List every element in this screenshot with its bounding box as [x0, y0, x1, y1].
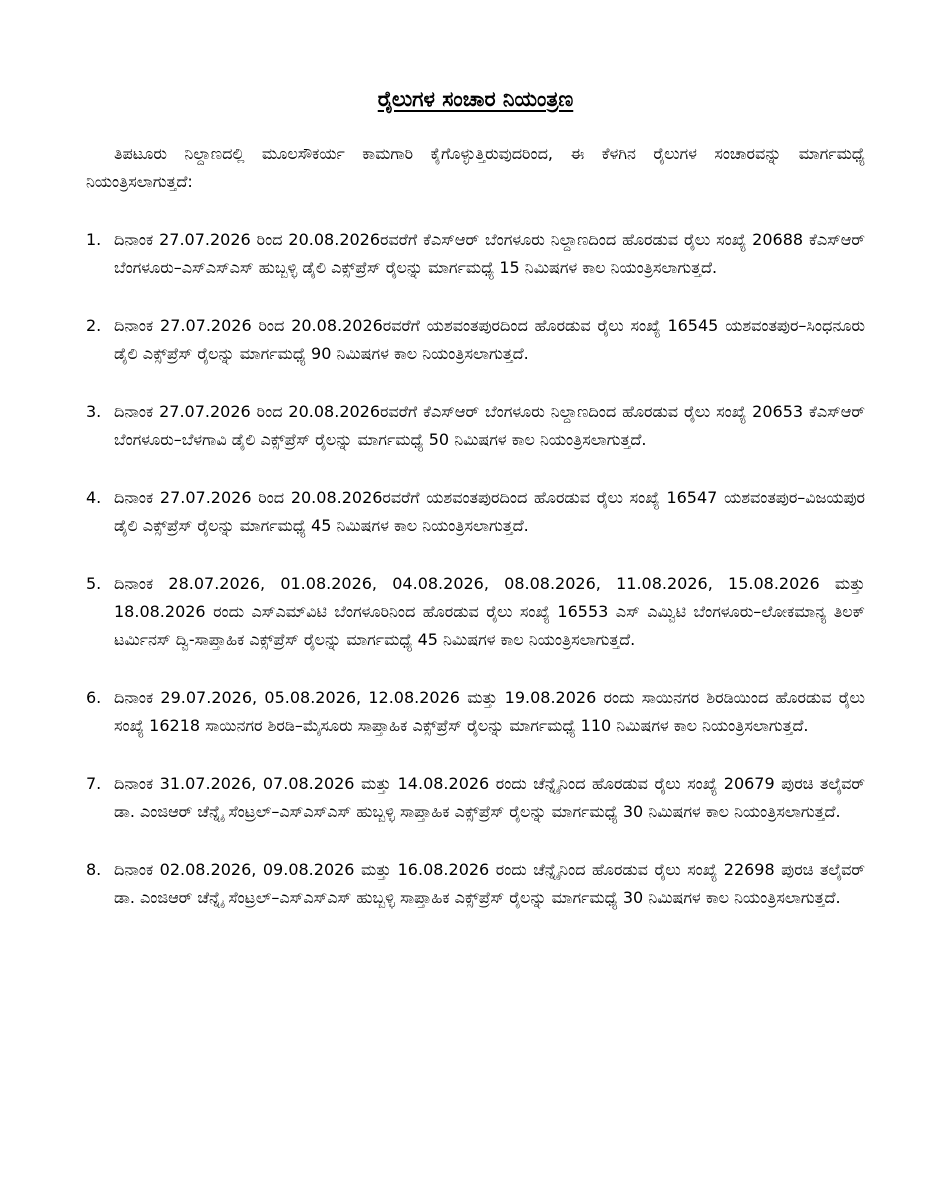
list-item-text: ದಿನಾಂಕ 27.07.2026 ರಿಂದ 20.08.2026ರವರೆಗೆ ಕೆಎಸ್ಆರ್ ಬೆಂಗಳೂರು ನಿಲ್ದಾಣದಿಂದ ಹೊರಡುವ ರೈಲು ಸಂಖ್ಯೆ 20688 ಕೆಎಸ್ಆರ್ ಬೆಂಗಳೂರು–ಎಸ್ಎಸ್ಎಸ್ ಹುಬ್ಬಳ್ಳಿ ಡೈಲಿ ಎಕ್ಸ್‌ಪ್ರೆಸ್ ರೈಲನ್ನು ಮಾರ್ಗಮಧ್ಯೆ 15 ನಿಮಿಷಗಳ ಕಾಲ ನಿಯಂತ್ರಿಸಲಾಗುತ್ತದೆ. [114, 230, 865, 277]
list-item-number: 7. [86, 774, 102, 793]
list-item-text: ದಿನಾಂಕ 27.07.2026 ರಿಂದ 20.08.2026ರವರೆಗೆ ಕೆಎಸ್ಆರ್ ಬೆಂಗಳೂರು ನಿಲ್ದಾಣದಿಂದ ಹೊರಡುವ ರೈಲು ಸಂಖ್ಯೆ 20653 ಕೆಎಸ್ಆರ್ ಬೆಂಗಳೂರು–ಬೆಳಗಾವಿ ಡೈಲಿ ಎಕ್ಸ್‌ಪ್ರೆಸ್ ರೈಲನ್ನು ಮಾರ್ಗಮಧ್ಯೆ 50 ನಿಮಿಷಗಳ ಕಾಲ ನಿಯಂತ್ರಿಸಲಾಗುತ್ತದೆ. [114, 402, 865, 449]
list-item [86, 770, 865, 826]
list-item [86, 484, 865, 540]
list-item [86, 684, 865, 740]
notice-list [86, 226, 865, 912]
list-item-number: 8. [86, 860, 102, 879]
list-item-text: ದಿನಾಂಕ 31.07.2026, 07.08.2026 ಮತ್ತು 14.08.2026 ರಂದು ಚೆನ್ನೈನಿಂದ ಹೊರಡುವ ರೈಲು ಸಂಖ್ಯೆ 20679 ಪುರಚಿ ತಲೈವರ್ ಡಾ. ಎಂಜಿಆರ್ ಚೆನ್ನೈ ಸೆಂಟ್ರಲ್–ಎಸ್ಎಸ್ಎಸ್ ಹುಬ್ಬಳ್ಳಿ ಸಾಪ್ತಾಹಿಕ ಎಕ್ಸ್‌ಪ್ರೆಸ್ ರೈಲನ್ನು ಮಾರ್ಗಮಧ್ಯೆ 30 ನಿಮಿಷಗಳ ಕಾಲ ನಿಯಂತ್ರಿಸಲಾಗುತ್ತದೆ. [114, 774, 865, 821]
list-item-text: ದಿನಾಂಕ 29.07.2026, 05.08.2026, 12.08.2026 ಮತ್ತು 19.08.2026 ರಂದು ಸಾಯಿನಗರ ಶಿರಡಿಯಿಂದ ಹೊರಡುವ ರೈಲು ಸಂಖ್ಯೆ 16218 ಸಾಯಿನಗರ ಶಿರಡಿ–ಮೈಸೂರು ಸಾಪ್ತಾಹಿಕ ಎಕ್ಸ್‌ಪ್ರೆಸ್ ರೈಲನ್ನು ಮಾರ್ಗಮಧ್ಯೆ 110 ನಿಮಿಷಗಳ ಕಾಲ ನಿಯಂತ್ರಿಸಲಾಗುತ್ತದೆ. [114, 688, 865, 735]
document-title: ರೈಲುಗಳ ಸಂಚಾರ ನಿಯಂತ್ರಣ [377, 87, 574, 111]
list-item [86, 312, 865, 368]
list-item-number: 4. [86, 488, 102, 507]
list-item-text: ದಿನಾಂಕ 28.07.2026, 01.08.2026, 04.08.2026, 08.08.2026, 11.08.2026, 15.08.2026 ಮತ್ತು 18.08.2026 ರಂದು ಎಸ್ಎಮ್‌ವಿಟಿ ಬೆಂಗಳೂರಿನಿಂದ ಹೊರಡುವ ರೈಲು ಸಂಖ್ಯೆ 16553 ಎಸ್ ಎಮ್ವಿಟಿ ಬೆಂಗಳೂರು–ಲೋಕಮಾನ್ಯ ತಿಲಕ್ ಟರ್ಮಿನಸ್ ದ್ವಿ-ಸಾಪ್ತಾಹಿಕ ಎಕ್ಸ್‌ಪ್ರೆಸ್ ರೈಲನ್ನು ಮಾರ್ಗಮಧ್ಯೆ 45 ನಿಮಿಷಗಳ ಕಾಲ ನಿಯಂತ್ರಿಸಲಾಗುತ್ತದೆ. [114, 574, 865, 649]
list-item-text: ದಿನಾಂಕ 02.08.2026, 09.08.2026 ಮತ್ತು 16.08.2026 ರಂದು ಚೆನ್ನೈನಿಂದ ಹೊರಡುವ ರೈಲು ಸಂಖ್ಯೆ 22698 ಪುರಚಿ ತಲೈವರ್ ಡಾ. ಎಂಜಿಆರ್ ಚೆನ್ನೈ ಸೆಂಟ್ರಲ್–ಎಸ್ಎಸ್ಎಸ್ ಹುಬ್ಬಳ್ಳಿ ಸಾಪ್ತಾಹಿಕ ಎಕ್ಸ್‌ಪ್ರೆಸ್ ರೈಲನ್ನು ಮಾರ್ಗಮಧ್ಯೆ 30 ನಿಮಿಷಗಳ ಕಾಲ ನಿಯಂತ್ರಿಸಲಾಗುತ್ತದೆ. [114, 860, 865, 907]
list-item [86, 570, 865, 654]
list-item-number: 5. [86, 574, 102, 593]
list-item [86, 856, 865, 912]
intro-paragraph: ತಿಪಟೂರು ನಿಲ್ದಾಣದಲ್ಲಿ ಮೂಲಸೌಕರ್ಯ ಕಾಮಗಾರಿ ಕೈಗೊಳ್ಳುತ್ತಿರುವುದರಿಂದ, ಈ ಕೆಳಗಿನ ರೈಲುಗಳ ಸಂಚಾರವನ್ನು ಮಾರ್ಗಮಧ್ಯೆ ನಿಯಂತ್ರಿಸಲಾಗುತ್ತದೆ: [86, 144, 865, 191]
list-item [86, 398, 865, 454]
list-item-number: 2. [86, 316, 102, 335]
list-item-number: 1. [86, 230, 102, 249]
list-item-text: ದಿನಾಂಕ 27.07.2026 ರಿಂದ 20.08.2026ರವರೆಗೆ ಯಶವಂತಪುರದಿಂದ ಹೊರಡುವ ರೈಲು ಸಂಖ್ಯೆ 16545 ಯಶವಂತಪುರ–ಸಿಂಧನೂರು ಡೈಲಿ ಎಕ್ಸ್‌ಪ್ರೆಸ್ ರೈಲನ್ನು ಮಾರ್ಗಮಧ್ಯೆ 90 ನಿಮಿಷಗಳ ಕಾಲ ನಿಯಂತ್ರಿಸಲಾಗುತ್ತದೆ. [114, 316, 865, 363]
list-item-number: 3. [86, 402, 102, 421]
list-item-number: 6. [86, 688, 102, 707]
list-item-text: ದಿನಾಂಕ 27.07.2026 ರಿಂದ 20.08.2026ರವರೆಗೆ ಯಶವಂತಪುರದಿಂದ ಹೊರಡುವ ರೈಲು ಸಂಖ್ಯೆ 16547 ಯಶವಂತಪುರ–ವಿಜಯಪುರ ಡೈಲಿ ಎಕ್ಸ್‌ಪ್ರೆಸ್ ರೈಲನ್ನು ಮಾರ್ಗಮಧ್ಯೆ 45 ನಿಮಿಷಗಳ ಕಾಲ ನಿಯಂತ್ರಿಸಲಾಗುತ್ತದೆ. [114, 488, 865, 535]
list-item [86, 226, 865, 282]
